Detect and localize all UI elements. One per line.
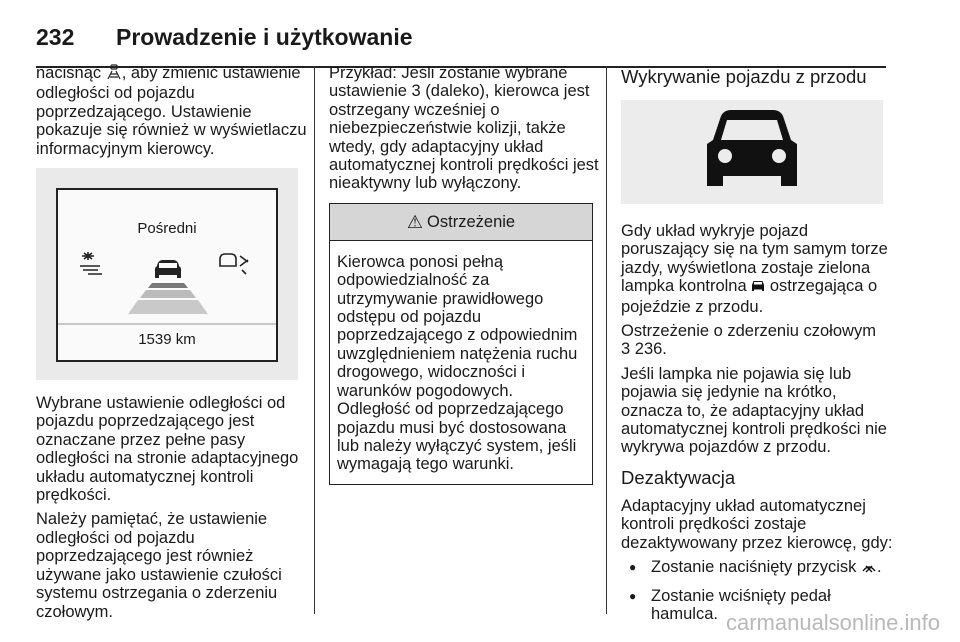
warning-triangle-icon: ⚠ [406,211,424,232]
page-header [36,18,886,52]
paragraph-sensitivity: Należy pamiętać, że ustawienie odległości od pojazdu poprzedzającego jest również używane jako ustawienie czułości systemu ostrzegania o zderzeniu czołowym. [36,510,282,621]
list-item: ● Zostanie naciśnięty przycisk . [621,558,891,578]
heading-front-vehicle-detection: Wykrywanie pojazdu z przodu [621,66,867,87]
page-title: Prowadzenie i użytkowanie [116,24,413,50]
reference-link[interactable]: 236. [634,340,667,359]
paragraph-distance-setting: nacisnąć , aby zmienić ustawienie odległości od pojazdu poprzedzającego. Ustawienie pokazuje się również w wyświetlaczu informacyjnym kierowcy. [36,64,307,158]
paragraph-lamp-not-shown: Jeśli lampka nie pojawia się lub pojawia się jedynie na krótko, oznacza to, że adaptacyjny układ automatycznej kontroli prędkości nie wykrywa pojazdów z przodu. [621,364,887,457]
distance-setting-label: Pośredni [137,220,197,238]
distance-bar-1 [148,283,188,288]
warning-header [330,204,592,241]
paragraph-collision-ref: Ostrzeżenie o zderzeniu czołowym 3 236. [621,322,876,359]
column-divider-2 [606,66,607,614]
driver-display-figure [36,168,298,380]
warning-body: Kierowca ponosi pełną odpowiedzialność za utrzymywanie prawidłowego odstępu od pojazdu poprzedzającego z odpowiednim uwzględnieniem natężenia ruchu drogowego, widoczności i warunków pogodowych. Odległość od poprzedzającego pojazdu musi być dostosowana lub należy wyłączyć system, jeśli wymagają tego warunki. [337,252,578,474]
cancel-cruise-icon [861,560,877,578]
watermark: carmanualsonline.info [725,610,940,635]
vehicle-ahead-icon [707,110,797,186]
vehicle-ahead-figure [621,100,883,204]
distance-setting-icon [106,64,122,84]
driver-info-display [56,188,278,362]
warning-title: Ostrzeżenie [427,212,516,231]
acc-icon [80,252,102,274]
car-sensor-icon [220,254,248,274]
heading-deactivation: Dezaktywacja [621,466,736,488]
odometer-reading: 1539 km [138,331,196,349]
column-divider-1 [314,66,315,614]
column-middle [329,64,597,485]
paragraph-deactivation: Adaptacyjny układ automatycznej kontroli prędkości zostaje dezaktywowany przez kierowcę, gdy: [621,496,893,552]
paragraph-example: Przykład: Jeśli zostanie wybrane ustawienie 3 (daleko), kierowca jest ostrzegany wcześniej o niebezpieczeństwie kolizji, także wtedy, gdy adaptacyjny układ automatycznej kontroli prędkości jest nieaktywny lub wyłączony. [329,64,599,193]
list-item: ● Zostanie wciśnięty pedał hamulca. [621,587,891,624]
reference-arrow-icon: 3 [621,340,631,359]
paragraph-detection: Gdy układ wykryje pojazd poruszający się na tym samym torze jazdy, wyświetlona zostaje zielona lampka kontrolna ostrzegająca o pojeździe z przodu. [621,222,888,316]
warning-box [329,203,593,485]
page-number: 232 [36,24,75,50]
distance-bar-2 [140,290,196,298]
distance-bar-3 [128,300,208,314]
paragraph-selected-setting: Wybrane ustawienie odległości od pojazdu poprzedzającego jest oznaczane przez pełne pasy odległości na stronie adaptacyjnego układu automatycznej kontroli prędkości. [36,394,299,505]
car-front-icon [155,260,181,278]
column-left [36,64,307,627]
column-right [621,64,891,631]
vehicle-ahead-indicator-icon [751,279,765,297]
